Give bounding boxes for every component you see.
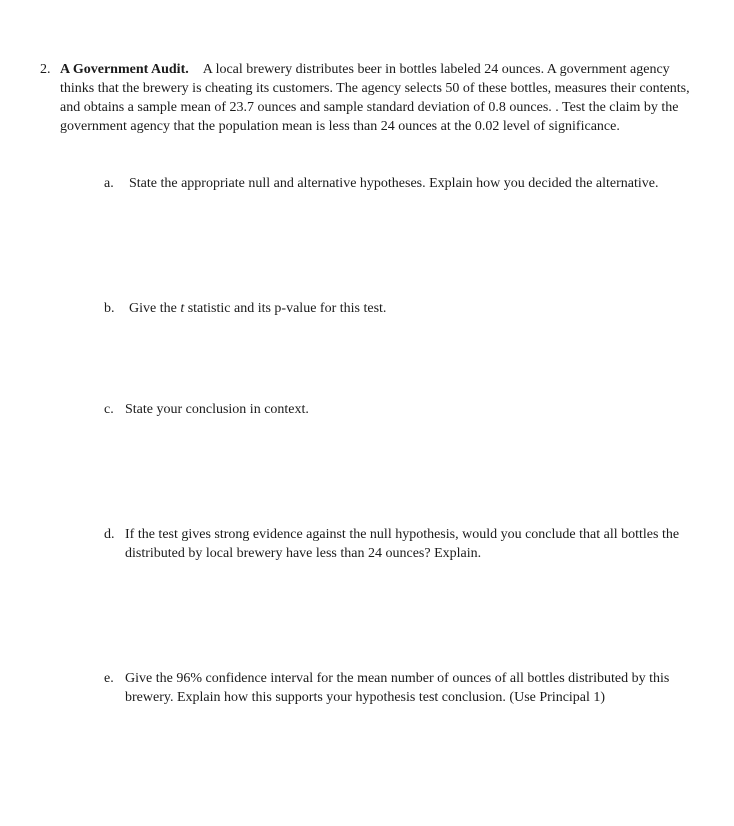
part-b-label: b. <box>104 301 115 316</box>
part-a-label: a. <box>104 176 114 191</box>
question-body <box>60 60 700 136</box>
part-a-text: State the appropriate null and alternative hypotheses. Explain how you decided the alternative. <box>129 176 659 191</box>
part-d-text: If the test gives strong evidence against the null hypothesis, would you conclude that all bottles the distributed by local brewery have less than 24 ounces? Explain. <box>125 527 680 561</box>
part-b-t-symbol: t <box>180 301 185 316</box>
part-e-text: Give the 96% confidence interval for the mean number of ounces of all bottles distributed by this brewery. Explain how this supports your hypothesis test conclusion. (Use Principal 1) <box>125 671 670 705</box>
part-b-text <box>129 299 699 318</box>
part-c-label: c. <box>104 402 114 417</box>
question-text: A local brewery distributes beer in bottles labeled 24 ounces. A government agency thinks that the brewery is cheating its customers. The agency selects 50 of these bottles, measures their contents, and obtains a sample mean of 23.7 ounces and sample standard deviation of 0.8 ounces. . Test the claim by the government agency that the population mean is less than 24 ounces at the 0.02 level of significance. <box>60 62 690 134</box>
part-d-label: d. <box>104 527 115 542</box>
part-e-label: e. <box>104 671 114 686</box>
question-number: 2. <box>40 62 51 77</box>
question-title: A Government Audit. <box>60 62 189 77</box>
part-b-text-before: Give the <box>129 301 181 316</box>
part-c-text: State your conclusion in context. <box>125 402 309 417</box>
part-b-text-after: statistic and its p-value for this test. <box>184 301 387 316</box>
